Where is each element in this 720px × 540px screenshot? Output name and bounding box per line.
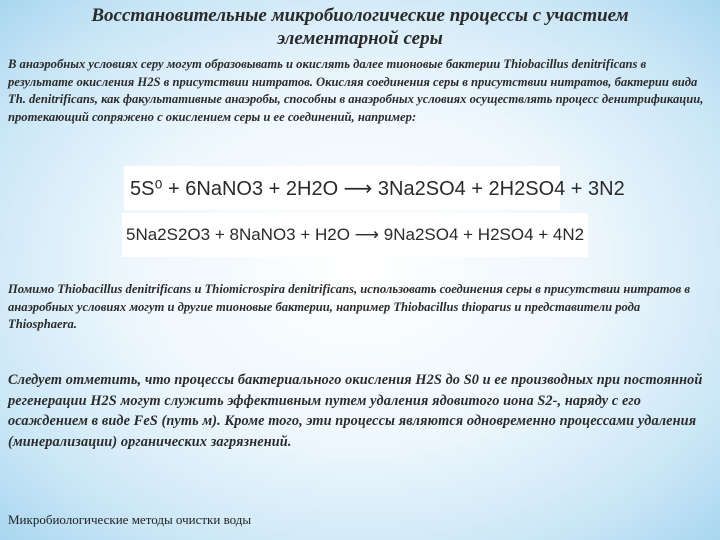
paragraph-anaerobic-oxidation: В анаэробных условиях серу могут образовывать и окислять далее тионовые бактерии Thiobacillus denitrificans в результате окисления H2S в присутствии нитратов. Окисляя соединения серы в присутствии нитратов, бактерии вида Th. denitrificans, как факультативные анаэробы, способны в анаэробных условиях осуществлять процесс денитрификации, протекающий сопряжено с окислением серы и ее соединений, например:: [8, 57, 704, 124]
paragraph-conclusion: Следует отметить, что процессы бактериального окисления H2S до S0 и ее производных при постоянной регенерации H2S могут служить эффективным путем удаления ядовитого иона S2-, наряду с его осаждением в виде FeS (путь м). Кроме того, эти процессы являются одновременно процессами удаления (минерализации) органических загрязнений.: [8, 372, 703, 450]
title-line-1: Восстановительные микробиологические процессы с участием: [91, 5, 629, 26]
equation-thiosulfate-denitrification: 5Na2S2O3 + 8NaNO3 + H2O ⟶ 9Na2SO4 + H2SO4 + 4N2: [122, 213, 588, 257]
equation-sulfur-denitrification: 5S⁰ + 6NaNO3 + 2H2O ⟶ 3Na2SO4 + 2H2SO4 + 3N2: [124, 166, 560, 210]
title-line-2: элементарной серы: [277, 28, 443, 49]
page-title: [0, 4, 720, 50]
paragraph-other-bacteria: Помимо Thiobacillus denitrificans и Thiomicrospira denitrificans, использовать соединения серы в присутствии нитратов в анаэробных условиях могут и другие тионовые бактерии, например Thiobacillus thioparus и представители рода Thiosphaera.: [8, 282, 691, 331]
footer-caption: Микробиологические методы очистки воды: [8, 512, 252, 527]
